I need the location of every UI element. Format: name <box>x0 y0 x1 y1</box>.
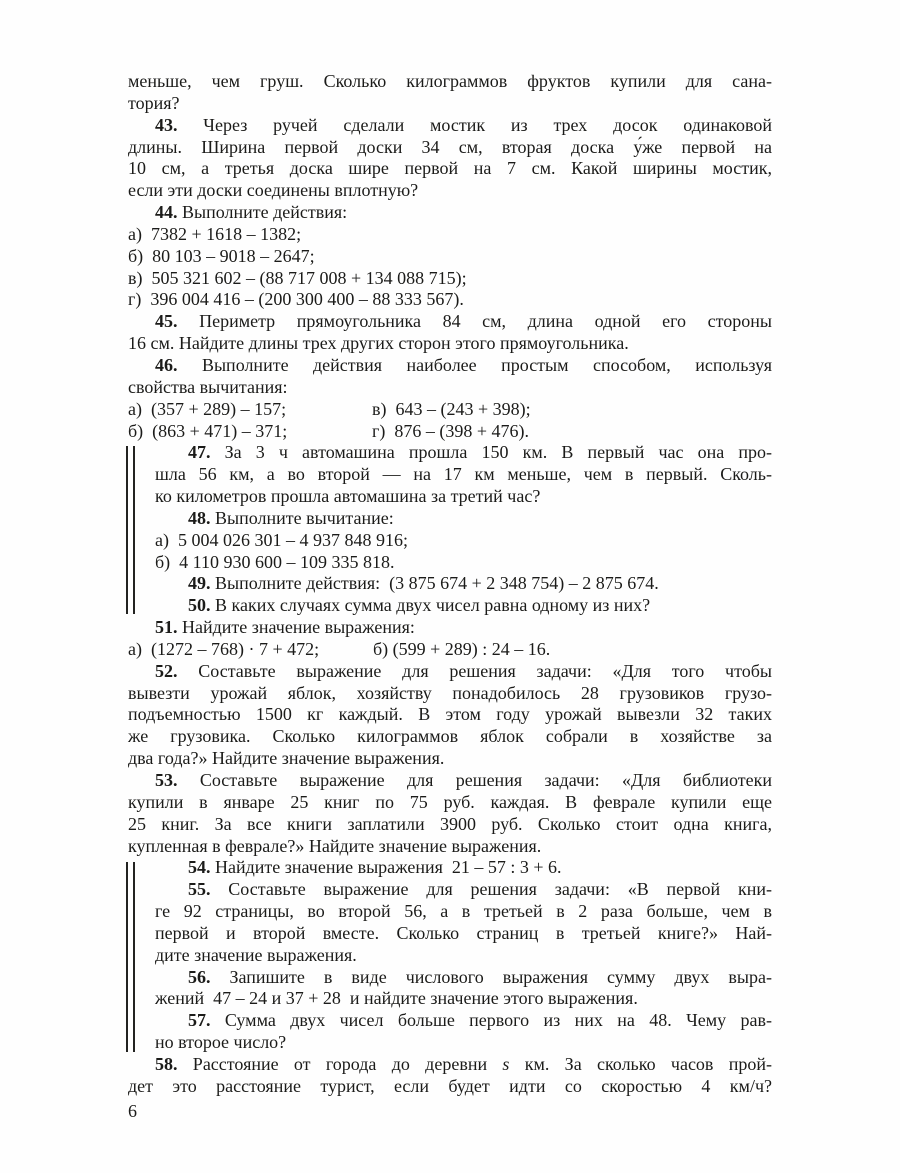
text-line <box>128 661 772 683</box>
text-line <box>128 770 772 792</box>
text-line <box>128 224 772 246</box>
text-run: км. За сколько часов прой- <box>509 1053 772 1074</box>
column-item <box>372 421 529 443</box>
text-run: б) 4 110 930 600 – 109 335 818. <box>155 551 395 572</box>
text-run: свойства вычитания: <box>128 376 288 397</box>
text-line <box>128 180 772 202</box>
problem-number: 52. <box>155 660 178 681</box>
text-run: Выполните действия наиболее простым способом, используя <box>177 354 772 375</box>
text-run: Составьте выражение для решения задачи: «В первой кни- <box>210 879 772 900</box>
text-line <box>128 945 772 967</box>
text-line <box>128 377 772 399</box>
text-line <box>128 158 772 180</box>
problem-number: 50. <box>188 595 211 616</box>
text-run: в) 643 – (243 + 398); <box>372 398 531 419</box>
text-run: Составьте выражение для решения задачи: «Для библиотеки <box>177 770 772 790</box>
text-line <box>128 115 772 137</box>
problem-number: 58. <box>155 1053 178 1074</box>
text-line <box>128 311 772 333</box>
text-run: вывезти урожай яблок, хозяйству понадобилось 28 грузовиков грузо- <box>128 682 772 703</box>
text-run: два года?» Найдите значение выражения. <box>128 748 445 769</box>
text-line <box>128 726 772 748</box>
text-run: 16 см. Найдите длины трех других сторон этого прямоугольника. <box>128 333 629 354</box>
text-run: подъемностью 1500 кг каждый. В этом году урожай вывезли 32 таких <box>128 704 772 725</box>
text-run: тория? <box>128 92 180 113</box>
text-line <box>128 442 772 464</box>
text-run: Сумма двух чисел больше первого из них на 48. Чему рав- <box>210 1010 772 1031</box>
text-run: купленная в феврале?» Найдите значение выражения. <box>128 835 542 856</box>
text-line <box>128 246 772 268</box>
text-run: б) (863 + 471) – 371; <box>128 420 288 441</box>
text-run: длины. Ширина первой доски 34 см, вторая доска у́же первой на <box>128 136 772 157</box>
page-number: 6 <box>128 1101 137 1121</box>
text-line <box>128 792 772 814</box>
problem-number: 43. <box>155 114 178 135</box>
text-line <box>128 683 772 705</box>
text-line <box>128 573 772 595</box>
problem-number: 55. <box>188 879 211 900</box>
text-line <box>128 71 772 93</box>
text-run: но второе число? <box>155 1032 287 1053</box>
problem-number: 45. <box>155 311 178 332</box>
text-line <box>128 617 772 639</box>
text-line <box>128 333 772 355</box>
text-line <box>128 814 772 836</box>
text-line <box>128 202 772 224</box>
text-run: в) 505 321 602 – (88 717 008 + 134 088 715); <box>128 267 467 288</box>
text-run: Запишите в виде числового выражения сумму двух выра- <box>210 966 772 987</box>
problem-number: 57. <box>188 1010 211 1031</box>
text-line <box>128 355 772 377</box>
column-item <box>128 399 286 421</box>
text-run: г) 396 004 416 – (200 300 400 – 88 333 567). <box>128 289 464 310</box>
problem-number: 44. <box>155 202 178 223</box>
text-line <box>128 1010 772 1032</box>
text-run: Выполните действия: (3 875 674 + 2 348 754) – 2 875 674. <box>210 573 659 594</box>
text-run: если эти доски соединены вплотную? <box>128 180 419 201</box>
text-run: За 3 ч автомашина прошла 150 км. В первый час она про- <box>210 442 772 463</box>
text-run: В каких случаях сумма двух чисел равна одному из них? <box>210 595 651 616</box>
problem-number: 54. <box>188 857 211 878</box>
text-line <box>128 879 772 901</box>
text-run: дите значение выражения. <box>155 944 357 965</box>
column-item <box>128 421 287 443</box>
text-line <box>128 748 772 770</box>
text-run: б) (599 + 289) : 24 – 16. <box>373 638 551 659</box>
text-run: Выполните действия: <box>177 202 348 223</box>
text-line <box>128 530 772 552</box>
problem-number: 47. <box>188 442 211 463</box>
text-line <box>128 289 772 311</box>
text-run: купили в январе 25 книг по 75 руб. каждая. В феврале купили еще <box>128 791 772 812</box>
text-line <box>128 704 772 726</box>
problem-number: 49. <box>188 573 211 594</box>
problem-number: 48. <box>188 507 211 528</box>
text-run: Найдите значение выражения 21 – 57 : 3 + 6. <box>210 857 562 878</box>
text-line <box>128 967 772 989</box>
column-item <box>128 639 319 661</box>
text-line <box>128 137 772 159</box>
text-run: а) 7382 + 1618 – 1382; <box>128 223 302 244</box>
text-run: Расстояние от города до деревни <box>177 1053 503 1074</box>
text-run: меньше, чем груш. Сколько килограммов фруктов купили для сана- <box>128 71 772 91</box>
column-item <box>372 399 531 421</box>
text-run: б) 80 103 – 9018 – 2647; <box>128 245 315 266</box>
text-run: шла 56 км, а во второй — на 17 км меньше, чем в первый. Сколь- <box>155 464 772 485</box>
text-run: же грузовика. Сколько килограммов яблок собрали в хозяйстве за <box>128 726 772 747</box>
text-line <box>128 1032 772 1054</box>
text-run: первой и второй вместе. Сколько страниц в третьей книге?» Най- <box>155 922 772 943</box>
text-run: 10 см, а третья доска шире первой на 7 см. Какой ширины мостик, <box>128 158 772 179</box>
column-item <box>373 639 550 661</box>
variable: s <box>502 1053 510 1074</box>
text-run: ге 92 страницы, во второй 56, а в третьей в 2 раза больше, чем в <box>155 901 772 922</box>
text-run: а) (357 + 289) – 157; <box>128 398 287 419</box>
text-run: г) 876 – (398 + 476). <box>372 420 530 441</box>
text-line <box>128 857 772 879</box>
text-line <box>128 421 772 443</box>
text-line <box>128 988 772 1010</box>
text-line <box>128 464 772 486</box>
text-run: жений 47 – 24 и 37 + 28 и найдите значение этого выражения. <box>155 988 638 1009</box>
text-line <box>128 552 772 574</box>
text-line <box>128 901 772 923</box>
problem-number: 56. <box>188 966 211 987</box>
text-run: дет это расстояние турист, если будет идти со скоростью 4 км/ч? <box>128 1075 772 1096</box>
text-run: а) (1272 – 768) · 7 + 472; <box>128 638 320 659</box>
problem-number: 46. <box>155 354 178 375</box>
text-run: Периметр прямоугольника 84 см, длина одной его стороны <box>177 311 772 332</box>
text-line <box>128 268 772 290</box>
text-line <box>128 399 772 421</box>
text-line <box>128 93 772 115</box>
problem-number: 53. <box>155 770 178 790</box>
text-line <box>128 923 772 945</box>
text-run: ко километров прошла автомашина за третий час? <box>155 486 541 507</box>
text-line <box>128 1076 772 1098</box>
text-line <box>128 836 772 858</box>
text-run: Выполните вычитание: <box>210 507 394 528</box>
text-run: а) 5 004 026 301 – 4 937 848 916; <box>155 529 408 550</box>
text-run: Найдите значение выражения: <box>177 617 415 638</box>
text-line <box>128 1054 772 1076</box>
text-line <box>128 595 772 617</box>
text-line <box>128 508 772 530</box>
text-run: 25 книг. За все книги заплатили 3900 руб. Сколько стоит одна книга, <box>128 813 772 834</box>
text-line <box>128 639 772 661</box>
text-run: Через ручей сделали мостик из трех досок одинаковой <box>177 114 772 135</box>
text-run: Составьте выражение для решения задачи: «Для того чтобы <box>177 660 772 681</box>
problem-number: 51. <box>155 617 178 638</box>
text-column <box>128 71 772 1098</box>
text-line <box>128 486 772 508</box>
